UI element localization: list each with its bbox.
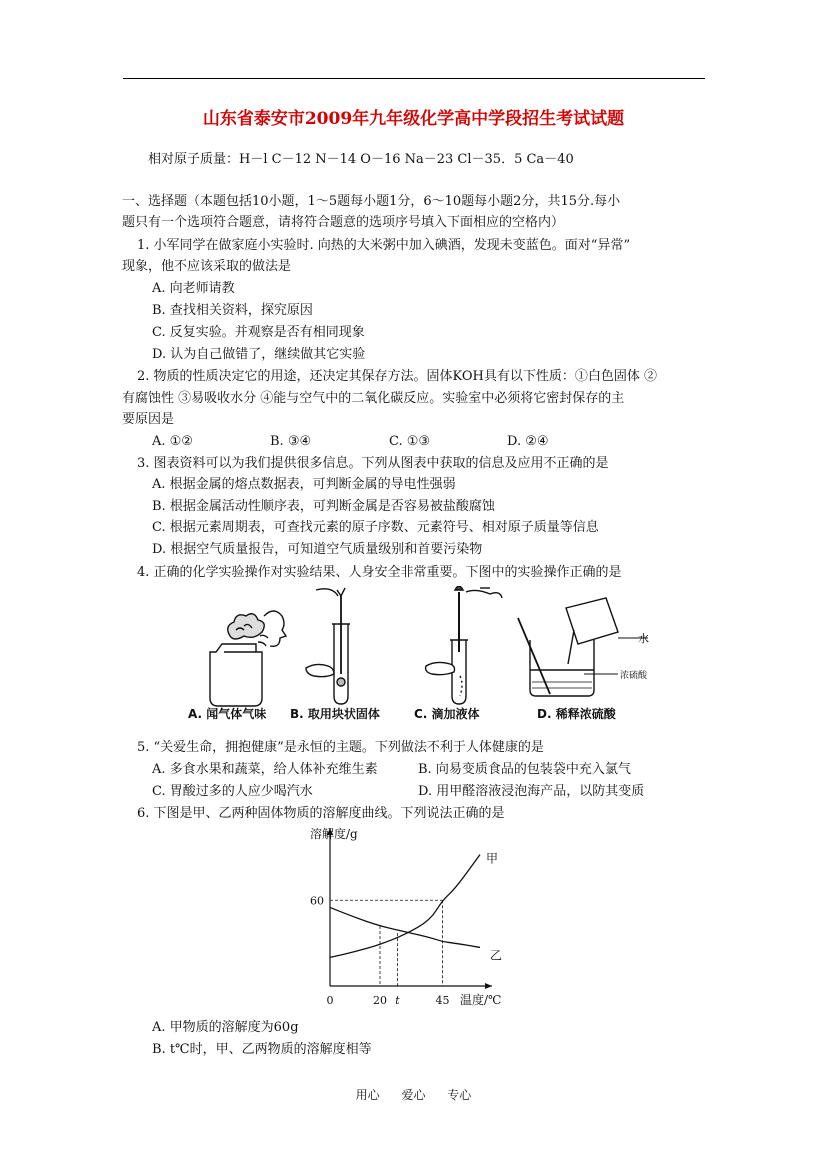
figure-b-add-solid [306, 588, 350, 704]
x-tick-t: t [395, 994, 400, 1007]
q6-stem: 6. 下图是甲、乙两种固体物质的溶解度曲线。下列说法正确的是 [137, 806, 505, 821]
figure-c-drop-liquid [426, 586, 502, 704]
y-tick-60: 60 [310, 894, 324, 908]
q3-stem: 3. 图表资料可以为我们提供很多信息。下列从图表中获取的信息及应用不正确的是 [137, 456, 609, 471]
q6-option-a: A. 甲物质的溶解度为60g [152, 1020, 299, 1035]
x-tick-0: 0 [326, 994, 334, 1007]
figure-d-dilute-acid [518, 598, 648, 696]
q4-caption-b: B. 取用块状固体 [290, 707, 380, 721]
chart-labels [310, 826, 502, 1007]
q6-option-b: B. t℃时，甲、乙两物质的溶解度相等 [152, 1042, 372, 1057]
page-footer: 用心 爱心 专心 [355, 1088, 472, 1102]
q2-stem-line3: 要原因是 [122, 412, 175, 427]
q2-option-a: A. ①② [152, 434, 193, 449]
x-axis-arrow [485, 983, 492, 989]
q5-stem: 5. “关爱生命，拥抱健康”是永恒的主题。下列做法不利于人体健康的是 [137, 740, 544, 755]
series-label-jia: 甲 [486, 851, 499, 866]
q2-option-b: B. ③④ [270, 434, 312, 449]
q1-option-b: B. 查找相关资料，探究原因 [152, 303, 313, 318]
q2-option-c: C. ①③ [389, 434, 431, 449]
chart-x-label: 温度/℃ [460, 993, 502, 1007]
chart-y-label: 溶解度/g [310, 827, 358, 841]
header-rule [123, 78, 705, 79]
series-label-yi: 乙 [490, 948, 503, 963]
chart-axes [327, 828, 492, 989]
q4-caption-a: A. 闻气体气味 [188, 707, 267, 721]
atomic-masses: 相对原子质量：H－l C－12 N－14 O－16 Na－23 Cl－35．5 Ca－40 [148, 152, 574, 167]
page-title: 山东省泰安市2009年九年级化学高中学段招生考试试题 [202, 109, 625, 129]
q1-stem-line1: 1. 小军同学在做家庭小实验时. 向热的大米粥中加入碘酒，发现未变蓝色。面对“异常” [137, 238, 631, 253]
q3-option-a: A. 根据金属的熔点数据表，可判断金属的导电性强弱 [152, 477, 456, 492]
chart-guide-lines [330, 900, 443, 986]
q5-option-a: A. 多食水果和蔬菜，给人体补充维生素 [152, 762, 378, 777]
q2-stem-line2: 有腐蚀性 ③易吸收水分 ④能与空气中的二氧化碳反应。实验室中必须将它密封保存的主 [122, 391, 625, 406]
q3-option-b: B. 根据金属活动性顺序表，可判断金属是否容易被盐酸腐蚀 [152, 499, 495, 514]
q1-option-a: A. 向老师请教 [152, 281, 235, 296]
q3-option-d: D. 根据空气质量报告，可知道空气质量级别和首要污染物 [152, 542, 483, 557]
q2-stem-line1: 2. 物质的性质决定它的用途，还决定其保存方法。固体KOH具有以下性质：①白色固体 ② [137, 369, 658, 384]
q5-option-c: C. 胃酸过多的人应少喝汽水 [152, 784, 313, 799]
series-line-1 [330, 855, 480, 958]
chart-series [330, 855, 480, 958]
x-tick-45: 45 [435, 994, 450, 1007]
series-line-2 [330, 907, 480, 947]
q3-option-c: C. 根据元素周期表，可查找元素的原子序数、元素符号、相对原子质量等信息 [152, 520, 599, 535]
q4-caption-d: D. 稀释浓硫酸 [537, 707, 616, 721]
q2-option-d: D. ②④ [507, 434, 549, 449]
section-heading-line2: 题只有一个选项符合题意，请将符合题意的选项序号填入下面相应的空格内） [122, 215, 565, 230]
q1-option-c: C. 反复实验。并观察是否有相同现象 [152, 325, 365, 340]
q1-option-d: D. 认为自己做错了，继续做其它实验 [152, 347, 366, 362]
q4-caption-c: C. 滴加液体 [414, 707, 480, 721]
q5-option-b: B. 向易变质食品的包装袋中充入氯气 [418, 762, 631, 777]
x-tick-20: 20 [373, 994, 387, 1007]
q4-stem: 4. 正确的化学实验操作对实验结果、人身安全非常重要。下图中的实验操作正确的是 [137, 565, 622, 580]
solubility-chart [298, 822, 558, 1010]
q1-stem-line2: 现象，他不应该采取的做法是 [122, 259, 292, 274]
label-water: 水 [638, 632, 649, 645]
q5-option-d: D. 用甲醛溶液浸泡海产品，以防其变质 [418, 784, 645, 799]
label-conc-acid: 浓硫酸 [620, 671, 648, 681]
figure-a-smell-gas [210, 611, 286, 706]
section-heading-line1: 一、选择题（本题包括10小题，1～5题每小题1分，6～10题每小题2分，共15分.每小 [122, 194, 621, 209]
